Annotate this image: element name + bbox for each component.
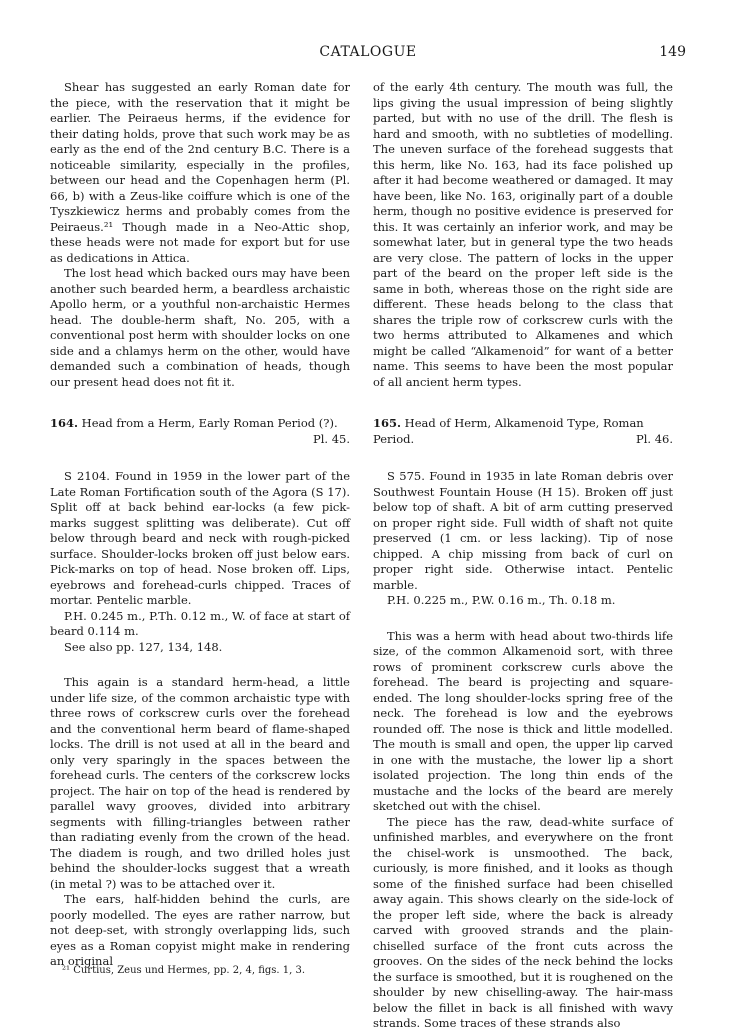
- paragraph: The ears, half-hidden behind the curls, are poorly modelled. The eyes are rather narrow, but not deep-set, with strongly overlapping lids, such eyes as a Roman copyist might make in rendering an original: [50, 892, 350, 968]
- entry-title: Head from a Herm, Early Roman Period (?).: [81, 416, 338, 430]
- entry-plate: Pl. 45.: [312, 431, 350, 446]
- catalogue-entry-heading: [373, 416, 673, 447]
- entry-title-continued: Period.: [373, 431, 415, 446]
- running-head: [50, 44, 686, 64]
- page-title: CATALOGUE: [319, 44, 417, 60]
- entry-number: 165.: [373, 416, 402, 430]
- entry-title: Head of Herm, Alkamenoid Type, Roman: [404, 416, 644, 430]
- entry-number: 164.: [50, 416, 79, 430]
- paragraph: Shear has suggested an early Roman date for the piece, with the reservation that it might be earlier. The Peiraeus herms, if the evidence for their dating holds, prove that such work may be as early as the end of the 2nd century B.C. There is a noticeable similarity, especially in the profiles, between our head and the Copenhagen herm (Pl. 66, b) with a Zeus-like coiffure which is one of the Tyszkiewicz herms and probably comes from the Peiraeus.²¹ Though made in a Neo-Attic shop, these heads were not made for export but for use as dedications in Attica.: [50, 80, 350, 265]
- find-description: S 575. Found in 1935 in late Roman debris over Southwest Fountain House (H 15). Broken off just below top of shaft. A bit of arm cutting preserved on proper right side. Full width of shaft not quite preserved (1 cm. or less lacking). Tip of nose chipped. A chip missing from back of curl on proper right side. Otherwise intact. Pentelic marble.: [373, 469, 673, 592]
- paragraph: The lost head which backed ours may have been another such bearded herm, a beardless archaistic Apollo herm, or a youthful non-archaistic Hermes head. The double-herm shaft, No. 205, with a conventional post herm with shoulder locks on one side and a chlamys herm on the other, would have demanded such a combination of heads, though our present head does not fit it.: [50, 266, 350, 389]
- left-column: [50, 80, 350, 970]
- entry-plate: Pl. 46.: [635, 431, 673, 446]
- measurements: P.H. 0.245 m., P.Th. 0.12 m., W. of face at start of beard 0.114 m.: [50, 608, 350, 638]
- footnote: ²¹ Curtius, Zeus und Hermes, pp. 2, 4, figs. 1, 3.: [62, 965, 306, 976]
- measurements: P.H. 0.225 m., P.W. 0.16 m., Th. 0.18 m.: [387, 593, 616, 607]
- paragraph: of the early 4th century. The mouth was full, the lips giving the usual impression of being slightly parted, but with no use of the drill. The flesh is hard and smooth, with no subtleties of modelling. The uneven surface of the forehead suggests that this herm, like No. 163, had its face polished up after it had become weathered or damaged. It may have been, like No. 163, originally part of a double herm, though no positive evidence is preserved for this. It was certainly an inferior work, and may be somewhat later, but in general type the two heads are very close. The pattern of locks in the upper part of the beard on the proper left side is the same in both, whereas those on the right side are different. These heads belong to the class that shares the triple row of corkscrew curls with the two herms attributed to Alkamenes and which might be called “Alkamenoid” for want of a better name. This seems to have been the most popular of all ancient herm types.: [373, 80, 673, 389]
- page-number: 149: [659, 44, 686, 60]
- paragraph: This again is a standard herm-head, a little under life size, of the common archaistic type with three rows of corkscrew curls over the forehead and the conventional herm beard of flame-shaped locks. The drill is not used at all in the beard and only very sparingly in the spaces between the forehead curls. The centers of the corkscrew locks project. The hair on top of the head is rendered by parallel wavy grooves, divided into arbitrary segments with filling-triangles between rather than radiating evenly from the crown of the head. The diadem is rough, and two drilled holes just behind the shoulder-locks suggest that a wreath (in metal ?) was to be attached over it.: [50, 675, 350, 891]
- find-description: S 2104. Found in 1959 in the lower part of the Late Roman Fortification south of the Agora (S 17). Split off at back behind ear-locks (a few pick-marks suggest splitting was deliberate). Cut off below through beard and neck with rough-picked surface. Shoulder-locks broken off just below ears. Pick-marks on top of head. Nose broken off. Lips, eyebrows and forehead-curls chipped. Traces of mortar. Pentelic marble.: [50, 469, 350, 607]
- catalogue-entry-heading: [50, 416, 350, 447]
- right-column: [373, 80, 673, 1032]
- paragraph: This was a herm with head about two-thirds life size, of the common Alkamenoid sort, with three rows of prominent corkscrew curls above the forehead. The beard is projecting and square-ended. The long shoulder-locks spring free of the neck. The forehead is low and the eyebrows rounded off. The nose is thick and little modelled. The mouth is small and open, the upper lip carved in one with the mustache, the lower lip a short isolated projection. The long thin ends of the mustache and the locks of the beard are merely sketched out with the chisel.: [373, 628, 673, 813]
- see-also: See also pp. 127, 134, 148.: [64, 639, 223, 654]
- paragraph: The piece has the raw, dead-white surface of unfinished marbles, and everywhere on the front the chisel-work is unsmoothed. The back, curiously, is more finished, and it looks as though some of the finished surface had been chiselled away again. This shows clearly on the side-lock of the proper left side, where the back is already carved with grooved strands and the plain-chiselled surface of the front cuts across the grooves. On the sides of the neck behind the locks the surface is smoothed, but it is roughened on the shoulder by new chiselling-away. The hair-mass below the fillet in back is all finished with wavy strands. Some traces of these strands also: [373, 814, 673, 1030]
